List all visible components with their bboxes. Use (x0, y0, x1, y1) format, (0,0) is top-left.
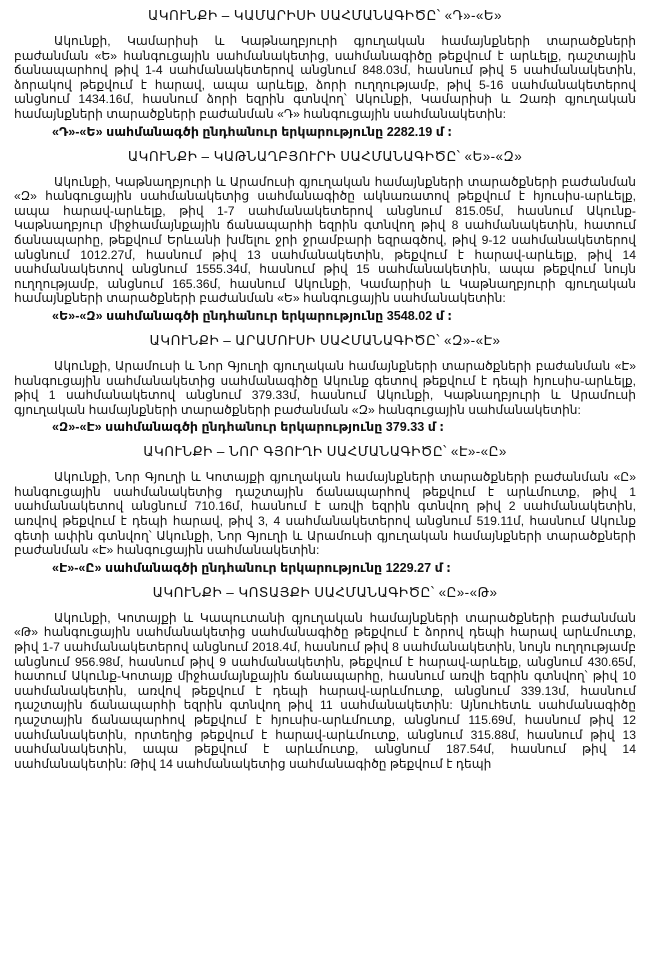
section-body: Ակունքի, Կոտայքի և Կապուտանի գյուղական համայնքների տարածքների բաժանման «Թ» հանգուցային սահմանակետից սահմանագիծը թեքվում է ձորով դեպի հարավ արևմուտք, թիվ 1-7 սահմանակետերով անցնում 2018.4մ, հասնում թիվ 8 սահմանակետին, նույն ուղղությամբ անցնում 956.98մ, հասնում թիվ 9 սահմանակետին, թեքվում է հարավ-արևելք, անցնում 430.65մ, հատում Ակունք-Կոտայք միջհամայնքային ճանապարհը, հասնում առվի եզրին գտնվող՝ թիվ 10 սահմանակետին, առվով թեքվում է դեպի հարավ-արևմուտք, անցնում 339.13մ, հասնում դաշտային ճանապարհի եզրին գտնվող թիվ 11 սահմանակետին: Այնուհետև սահմանագիծը դաշտային ճանապարհով թեքվում է հյուսիս-արևմուտք, անցնում 115.69մ, հասնում թիվ 12 սահմանակետին, որտեղից թեքվում է հարավ-արևմուտք, անցնում 315.88մ, հասնում թիվ 13 սահմանակետին, ապա թեքվում է արևմուտք, անցնում 187.54մ, հասնում թիվ 14 սահմանակետին: Թիվ 14 սահմանակետից սահմանագիծը թեքվում է դեպի (14, 610, 636, 771)
section-body: Ակունքի, Արամուսի և Նոր Գյուղի գյուղական համայնքների տարածքների բաժանման «Է» հանգուցային սահմանակետից սահմանագիծը Ակունք գետով թեքվում է դեպի հյուսիս-արևելք, թիվ 1 սահմանակետով անցնում 379.33մ, հասնում Ակունքի, Կաթնաղբյուրի և Արամուսի գյուղական համայնքների տարածքների բաժանման «Զ» հանգուցային սահմանակետին: (14, 358, 636, 417)
section-body: Ակունքի, Կաթնաղբյուրի և Արամուսի գյուղական համայնքների տարածքների բաժանման «Զ» հանգուցային սահմանակետից սահմանագիծը ակնառատով թեքվում է հյուսիս-արևելք, ապա հարավ-արևելք, թիվ 1-7 սահմանակետերով անցնում 815.05մ, հասնում Ակունք-Կաթնաղբյուր միջհամայնքային ճանապարհի եզրին գտնվող թիվ 8 սահմանակետին, հատում ճանապարհը, թեքվում Երևանի խմելու ջրի ջրամբարի եզրագծով, թիվ 9-12 սահմանակետերով անցնում 1012.27մ, հասնում թիվ 13 սահմանակետին, թեքվում է հարավ-արևելք, թիվ 14 սահմանակետով անցնում 1555.34մ, հասնում թիվ 15 սահմանակետին, ապա թեքվում նույն ուղղությամբ, անցնում 165.36մ, հասնում Ակունքի, Կամարիսի և Կաթնաղբյուրի գյուղական համայնքների տարածքների բաժանման «Ե» հանգուցային սահմանակետին: (14, 174, 636, 306)
section-d-e (14, 8, 636, 140)
section-total-length: «Զ»-«Է» սահմանագծի ընդհանուր երկարությունը 379.33 մ ։ (52, 420, 444, 435)
section-heading: ԱԿՈՒՆՔԻ – ԿԱԹՆԱՂԲՅՈՒՐԻ ՍԱՀՄԱՆԱԳԻԾԸ՝ «Ե»-«Զ» (127, 148, 523, 164)
section-y-t (14, 585, 636, 772)
section-body: Ակունքի, Նոր Գյուղի և Կոտայքի գյուղական համայնքների տարածքների բաժանման «Ը» հանգուցային սահմանակետից դաշտային ճանապարհով թեքվում է արևմուտք, թիվ 1 սահմանակետով անցնում 710.16մ, հասնում է առվի եզրին գտնվող թիվ 2 սահմանակետին, առվով թեքվում է դեպի հարավ, թիվ 3, 4 սահմանակետերով անցնում 519.11մ, հասնում Ակունք գետի ափին գտնվող՝ Ակունքի, Նոր Գյուղի և Արամուսի գյուղական համայնքների տարածքների բաժանման «Է» հանգուցային սահմանակետին: (14, 470, 636, 558)
section-e-y (14, 444, 636, 576)
section-body: Ակունքի, Կամարիսի և Կաթնաղբյուրի գյուղական համայնքների տարածքների բաժանման «Ե» հանգուցային սահմանակետից, սահմանագիծը թեքվում է արևելք, դաշտային ճանապարհով թիվ 1-4 սահմանակետերով անցնում 848.03մ, հասնում թիվ 5 սահմանակետին, ձորակով թեքվում է հարավ, ապա արևելք, ձորի ուղղությամբ, թիվ 5-16 սահմանակետերով անցնում 1434.16մ, հասնում ձորի եզրին գտնվող՝ Ակունքի, Կամարիսի և Զառի գյուղական համայնքների տարածքների բաժանման «Դ» հանգուցային սահմանակետին: (14, 34, 636, 121)
section-total-length: «Դ»-«Ե» սահմանագծի ընդհանուր երկարությունը 2282.19 մ ։ (52, 124, 452, 139)
section-heading: ԱԿՈՒՆՔԻ – ԱՐԱՄՈՒՍԻ ՍԱՀՄԱՆԱԳԻԾԸ՝ «Զ»-«Է» (149, 332, 501, 348)
section-total-length: «Է»-«Ը» սահմանագծի ընդհանուր երկարությունը 1229.27 մ ։ (52, 560, 451, 575)
section-heading: ԱԿՈՒՆՔԻ – ԿԱՄԱՐԻՍԻ ՍԱՀՄԱՆԱԳԻԾԸ՝ «Դ»-«Ե» (148, 8, 502, 23)
section-heading: ԱԿՈՒՆՔԻ – ՆՈՐ ԳՅՈՒՂԻ ՍԱՀՄԱՆԱԳԻԾԸ՝ «Է»-«Ը» (143, 444, 507, 460)
section-e-z (14, 149, 636, 324)
section-heading: ԱԿՈՒՆՔԻ – ԿՈՏԱՅՔԻ ՍԱՀՄԱՆԱԳԻԾԸ՝ «Ը»-«Թ» (152, 584, 498, 600)
section-z-e (14, 333, 636, 435)
section-total-length: «Ե»-«Զ» սահմանագծի ընդհանուր երկարությունը 3548.02 մ ։ (52, 308, 452, 323)
